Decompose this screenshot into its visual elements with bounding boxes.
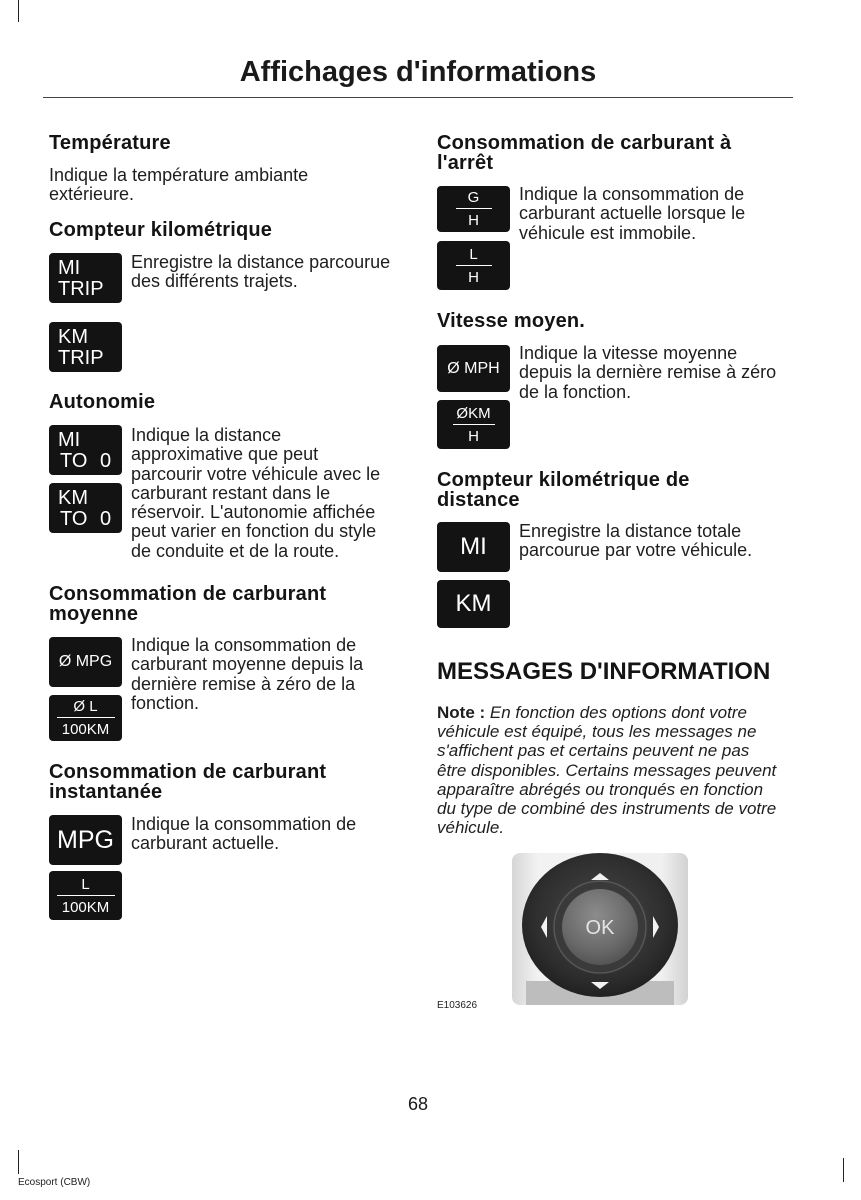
crop-mark-bottom-right	[843, 1158, 844, 1182]
icon-line-2: TRIP	[58, 347, 104, 369]
fraction-bar	[57, 895, 115, 896]
information-note	[437, 703, 782, 837]
icon-line-2: TO 0	[60, 450, 112, 472]
odometer-description: Enregistre la distance totale parcourue par votre véhicule.	[519, 521, 753, 561]
icon-line-1: KM	[58, 487, 88, 509]
fraction-bar	[456, 265, 492, 266]
heading-average-consumption: Consommation de carburant moyenne	[49, 583, 327, 625]
km-range-display-icon	[49, 483, 122, 533]
fraction-bar	[456, 208, 492, 209]
average-mph-display-icon	[437, 345, 510, 392]
note-text: En fonction des options dont votre véhicule est équipé, tous les messages ne s'affichent pas et certains peuvent ne pas être disponibles. Certains messages peuvent apparaître abrégés ou tronqués en fonction du type de combiné des instruments de votre véhicule.	[437, 703, 777, 838]
icon-numerator: ØKM	[456, 404, 491, 422]
trip-odometer-description: Enregistre la distance parcourue des différents trajets.	[131, 252, 391, 292]
icon-line-2: TO 0	[60, 508, 112, 530]
average-l-per-100km-display-icon	[49, 695, 122, 741]
icon-denominator: H	[468, 268, 479, 286]
heading-trip-odometer: Compteur kilométrique	[49, 219, 273, 241]
mi-range-display-icon	[49, 425, 122, 475]
icon-denominator: H	[468, 427, 479, 445]
instant-consumption-description: Indique la consommation de carburant actuelle.	[131, 814, 357, 854]
icon-label: Ø MPG	[58, 653, 113, 670]
icon-denominator: 100KM	[61, 721, 110, 738]
heading-temperature: Température	[49, 132, 171, 154]
icon-label: MPG	[57, 825, 114, 854]
heading-instant-consumption: Consommation de carburant instantanée	[49, 761, 327, 803]
mi-trip-display-icon	[49, 253, 122, 303]
fraction-bar	[57, 717, 115, 718]
idle-consumption-description: Indique la consommation de carburant actuelle lorsque le véhicule est immobile.	[519, 184, 746, 243]
gallons-per-hour-display-icon	[437, 186, 510, 232]
figure-caption: E103626	[437, 1000, 478, 1011]
icon-numerator: G	[467, 189, 480, 206]
icon-label: KM	[455, 590, 492, 617]
heading-odometer: Compteur kilométrique de distance	[437, 469, 690, 511]
page-number: 68	[407, 1094, 429, 1114]
odometer-km-display-icon	[437, 580, 510, 628]
heading-average-speed: Vitesse moyen.	[437, 310, 586, 332]
average-speed-description: Indique la vitesse moyenne depuis la dernière remise à zéro de la fonction.	[519, 343, 777, 402]
icon-label: MI	[460, 533, 487, 560]
steering-wheel-ok-control-illustration	[512, 853, 688, 1005]
crop-mark-top-left	[18, 0, 19, 22]
km-trip-display-icon	[49, 322, 122, 372]
icon-numerator: Ø L	[73, 698, 98, 715]
icon-line-1: MI	[58, 257, 81, 279]
page-title: Affichages d'informations	[239, 56, 597, 88]
header-rule	[43, 97, 793, 98]
icon-line-2: TRIP	[58, 278, 104, 300]
average-mpg-display-icon	[49, 637, 122, 687]
icon-denominator: H	[468, 212, 479, 229]
odometer-mi-display-icon	[437, 522, 510, 572]
temperature-description: Indique la température ambiante extérieure.	[49, 165, 309, 205]
vehicle-model-footer: Ecosport (CBW)	[18, 1177, 91, 1188]
instant-mpg-display-icon	[49, 815, 122, 865]
heading-idle-consumption: Consommation de carburant à l'arrêt	[437, 132, 732, 174]
icon-label: Ø MPH	[447, 359, 500, 377]
icon-numerator: L	[469, 245, 478, 263]
heading-information-messages: MESSAGES D'INFORMATION	[437, 658, 771, 685]
crop-mark-bottom-left	[18, 1150, 19, 1174]
icon-line-1: MI	[58, 429, 81, 451]
range-description: Indique la distance approximative que peut parcourir votre véhicule avec le carburant restant dans le réservoir. L'autonomie affichée peut varier en fonction du style de conduite et de la route.	[131, 425, 381, 561]
ok-button-label: OK	[585, 917, 615, 939]
fraction-bar	[453, 424, 495, 425]
icon-denominator: 100KM	[61, 898, 110, 916]
average-consumption-description: Indique la consommation de carburant moyenne depuis la dernière remise à zéro de la fonction.	[131, 635, 364, 713]
instant-l-per-100km-display-icon	[49, 871, 122, 920]
icon-line-1: KM	[58, 326, 88, 348]
heading-range: Autonomie	[49, 391, 156, 413]
note-label: Note :	[437, 703, 486, 722]
icon-numerator: L	[81, 875, 90, 893]
average-kmh-display-icon	[437, 400, 510, 449]
litres-per-hour-display-icon	[437, 241, 510, 290]
